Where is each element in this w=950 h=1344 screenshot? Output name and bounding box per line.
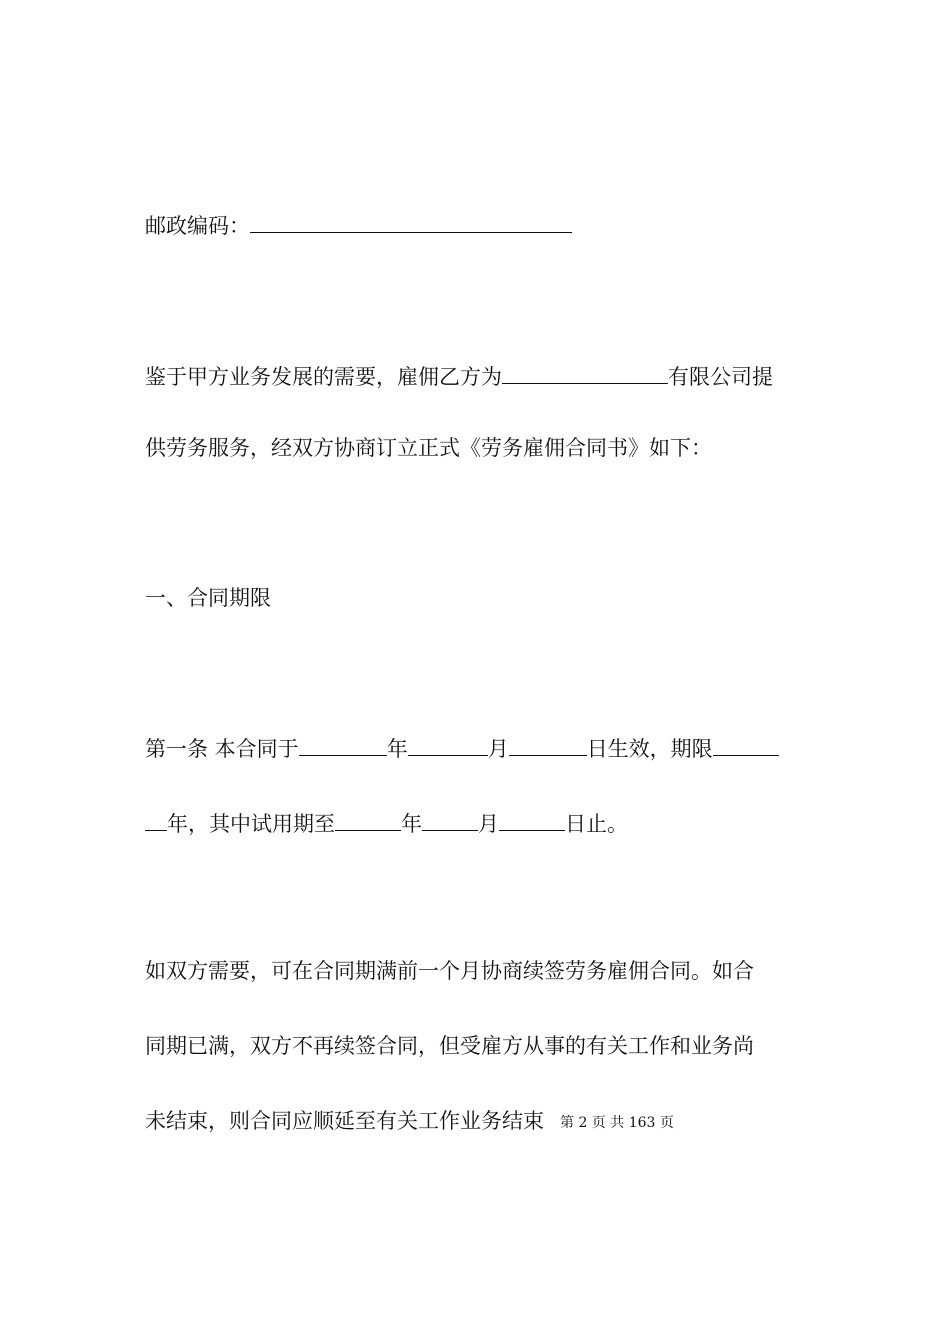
renew-text-1: 如双方需要，可在合同期满前一个月协商续签劳务雇佣合同。如合 [145, 959, 754, 983]
company-name-blank[interactable] [502, 361, 668, 384]
intro-text-a: 鉴于甲方业务发展的需要，雇佣乙方为 [145, 365, 502, 389]
postal-code-line [145, 210, 572, 240]
intro-line-1 [145, 361, 773, 391]
term-blank-part2[interactable] [145, 808, 167, 831]
probation-day-label: 日止。 [565, 812, 628, 836]
year-label: 年 [386, 737, 408, 761]
article1-line-1 [145, 733, 779, 763]
section-title-contract-term [145, 584, 271, 612]
start-day-blank[interactable] [509, 733, 587, 756]
day-effect-label: 日生效，期限 [586, 737, 713, 761]
start-month-blank[interactable] [408, 733, 488, 756]
probation-day-blank[interactable] [499, 808, 565, 831]
article1-text: 第一条 本合同于 [145, 737, 299, 761]
intro-text-b: 有限公司提 [668, 365, 773, 389]
probation-year-label: 年 [401, 812, 422, 836]
renew-line-1 [145, 957, 754, 985]
renew-line-3 [145, 1107, 544, 1135]
probation-year-blank[interactable] [335, 808, 401, 831]
start-year-blank[interactable] [299, 733, 387, 756]
article1-line-2 [145, 808, 628, 838]
intro-text-c: 供劳务服务，经双方协商订立正式《劳务雇佣合同书》如下： [145, 436, 712, 460]
month-label: 月 [487, 737, 509, 761]
postal-code-label: 邮政编码： [145, 214, 250, 238]
postal-code-blank[interactable] [250, 210, 572, 233]
intro-line-2 [145, 434, 712, 462]
renew-text-2: 同期已满，双方不再续签合同，但受雇方从事的有关工作和业务尚 [145, 1034, 754, 1058]
renew-line-2 [145, 1032, 754, 1060]
probation-text: 年，其中试用期至 [167, 812, 335, 836]
section-title: 一、合同期限 [145, 586, 271, 610]
page-number: 第 2 页 共 163 页 [560, 1115, 674, 1131]
probation-month-blank[interactable] [422, 808, 478, 831]
renew-text-3: 未结束，则合同应顺延至有关工作业务结束 [145, 1109, 544, 1133]
term-blank-part1[interactable] [713, 733, 779, 756]
probation-month-label: 月 [478, 812, 499, 836]
